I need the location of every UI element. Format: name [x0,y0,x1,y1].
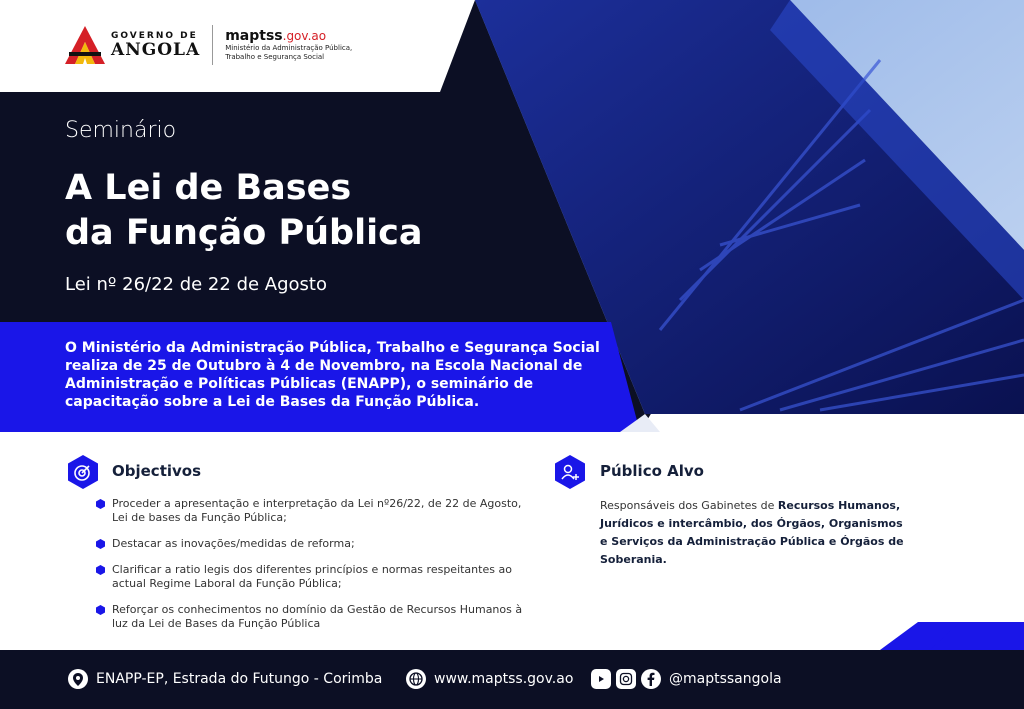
footer-address [68,668,382,690]
hero-law: Lei nº 26/22 de 22 de Agosto [65,274,327,295]
globe-icon [406,669,426,689]
footer-social [591,668,782,690]
hero-kicker: Seminário [65,118,177,143]
hero-title-line-2: da Função Pública [65,213,423,253]
objectivos-list [96,497,526,643]
footer-address-text: ENAPP-EP, Estrada do Futungo - Corimba [96,671,383,687]
facebook-icon[interactable] [641,669,661,689]
list-item [96,497,526,525]
maptss-sub-1: Ministério da Administração Pública, [225,44,353,52]
logo-divider [212,25,213,65]
hexagon-bullet-icon [96,539,105,549]
angola-logo-icon [65,26,105,64]
gov-small-text: GOVERNO DE [111,31,198,41]
list-item [96,603,526,631]
publico-title: Público Alvo [600,462,704,480]
maptss-logo [225,28,352,62]
gov-big-text: ANGOLA [111,40,201,60]
objectivo-text: Destacar as inovações/medidas de reforma; [112,537,355,550]
list-item [96,563,526,591]
objectivos-title: Objectivos [112,462,202,480]
publico-bold-3: e Serviços da Administração Pública e Órgãos de Soberania. [600,535,904,566]
hexagon-bullet-icon [96,499,105,509]
hero-title [65,166,545,256]
publico-text-1: Responsáveis dos Gabinetes de [600,499,778,512]
location-pin-icon [68,669,88,689]
instagram-icon[interactable] [616,669,636,689]
hero-title-line-1: A Lei de Bases [65,168,352,208]
publico-bold-1: Recursos Humanos, [777,499,901,512]
youtube-icon[interactable] [591,669,611,689]
publico-bold-2: Jurídicos e intercâmbio, dos Órgãos, Organismos [600,517,903,530]
header-logos [65,22,352,68]
users-icon [553,455,587,489]
target-icon [66,455,100,489]
footer-website[interactable] [406,668,573,690]
intro-text: O Ministério da Administração Pública, Trabalho e Segurança Social realiza de 25 de Outubro à 4 de Novembro, na Escola Nacional de Administração e Políticas Públicas (ENAPP), o seminário de capacitação sobre a Lei de Bases da Função Pública. [65,340,600,410]
objectivo-text: Clarificar a ratio legis dos diferentes princípios e normas respeitantes ao actual Regime Laboral da Função Pública; [112,563,512,590]
maptss-name: maptss.gov.ao [225,28,327,44]
hexagon-bullet-icon [96,605,105,615]
list-item [96,537,526,551]
objectivo-text: Reforçar os conhecimentos no domínio da Gestão de Recursos Humanos à luz da Lei de Bases da Função Pública [112,603,523,630]
maptss-sub-2: Trabalho e Segurança Social [225,53,325,61]
footer-website-text[interactable]: www.maptss.gov.ao [434,671,574,687]
publico-text [600,497,960,569]
angola-wordmark [111,31,200,59]
objectivo-text: Proceder a apresentação e interpretação da Lei nº26/22, de 22 de Agosto, Lei de bases da Função Pública; [112,497,522,524]
hexagon-bullet-icon [96,565,105,575]
footer-social-text[interactable]: @maptssangola [669,671,782,687]
